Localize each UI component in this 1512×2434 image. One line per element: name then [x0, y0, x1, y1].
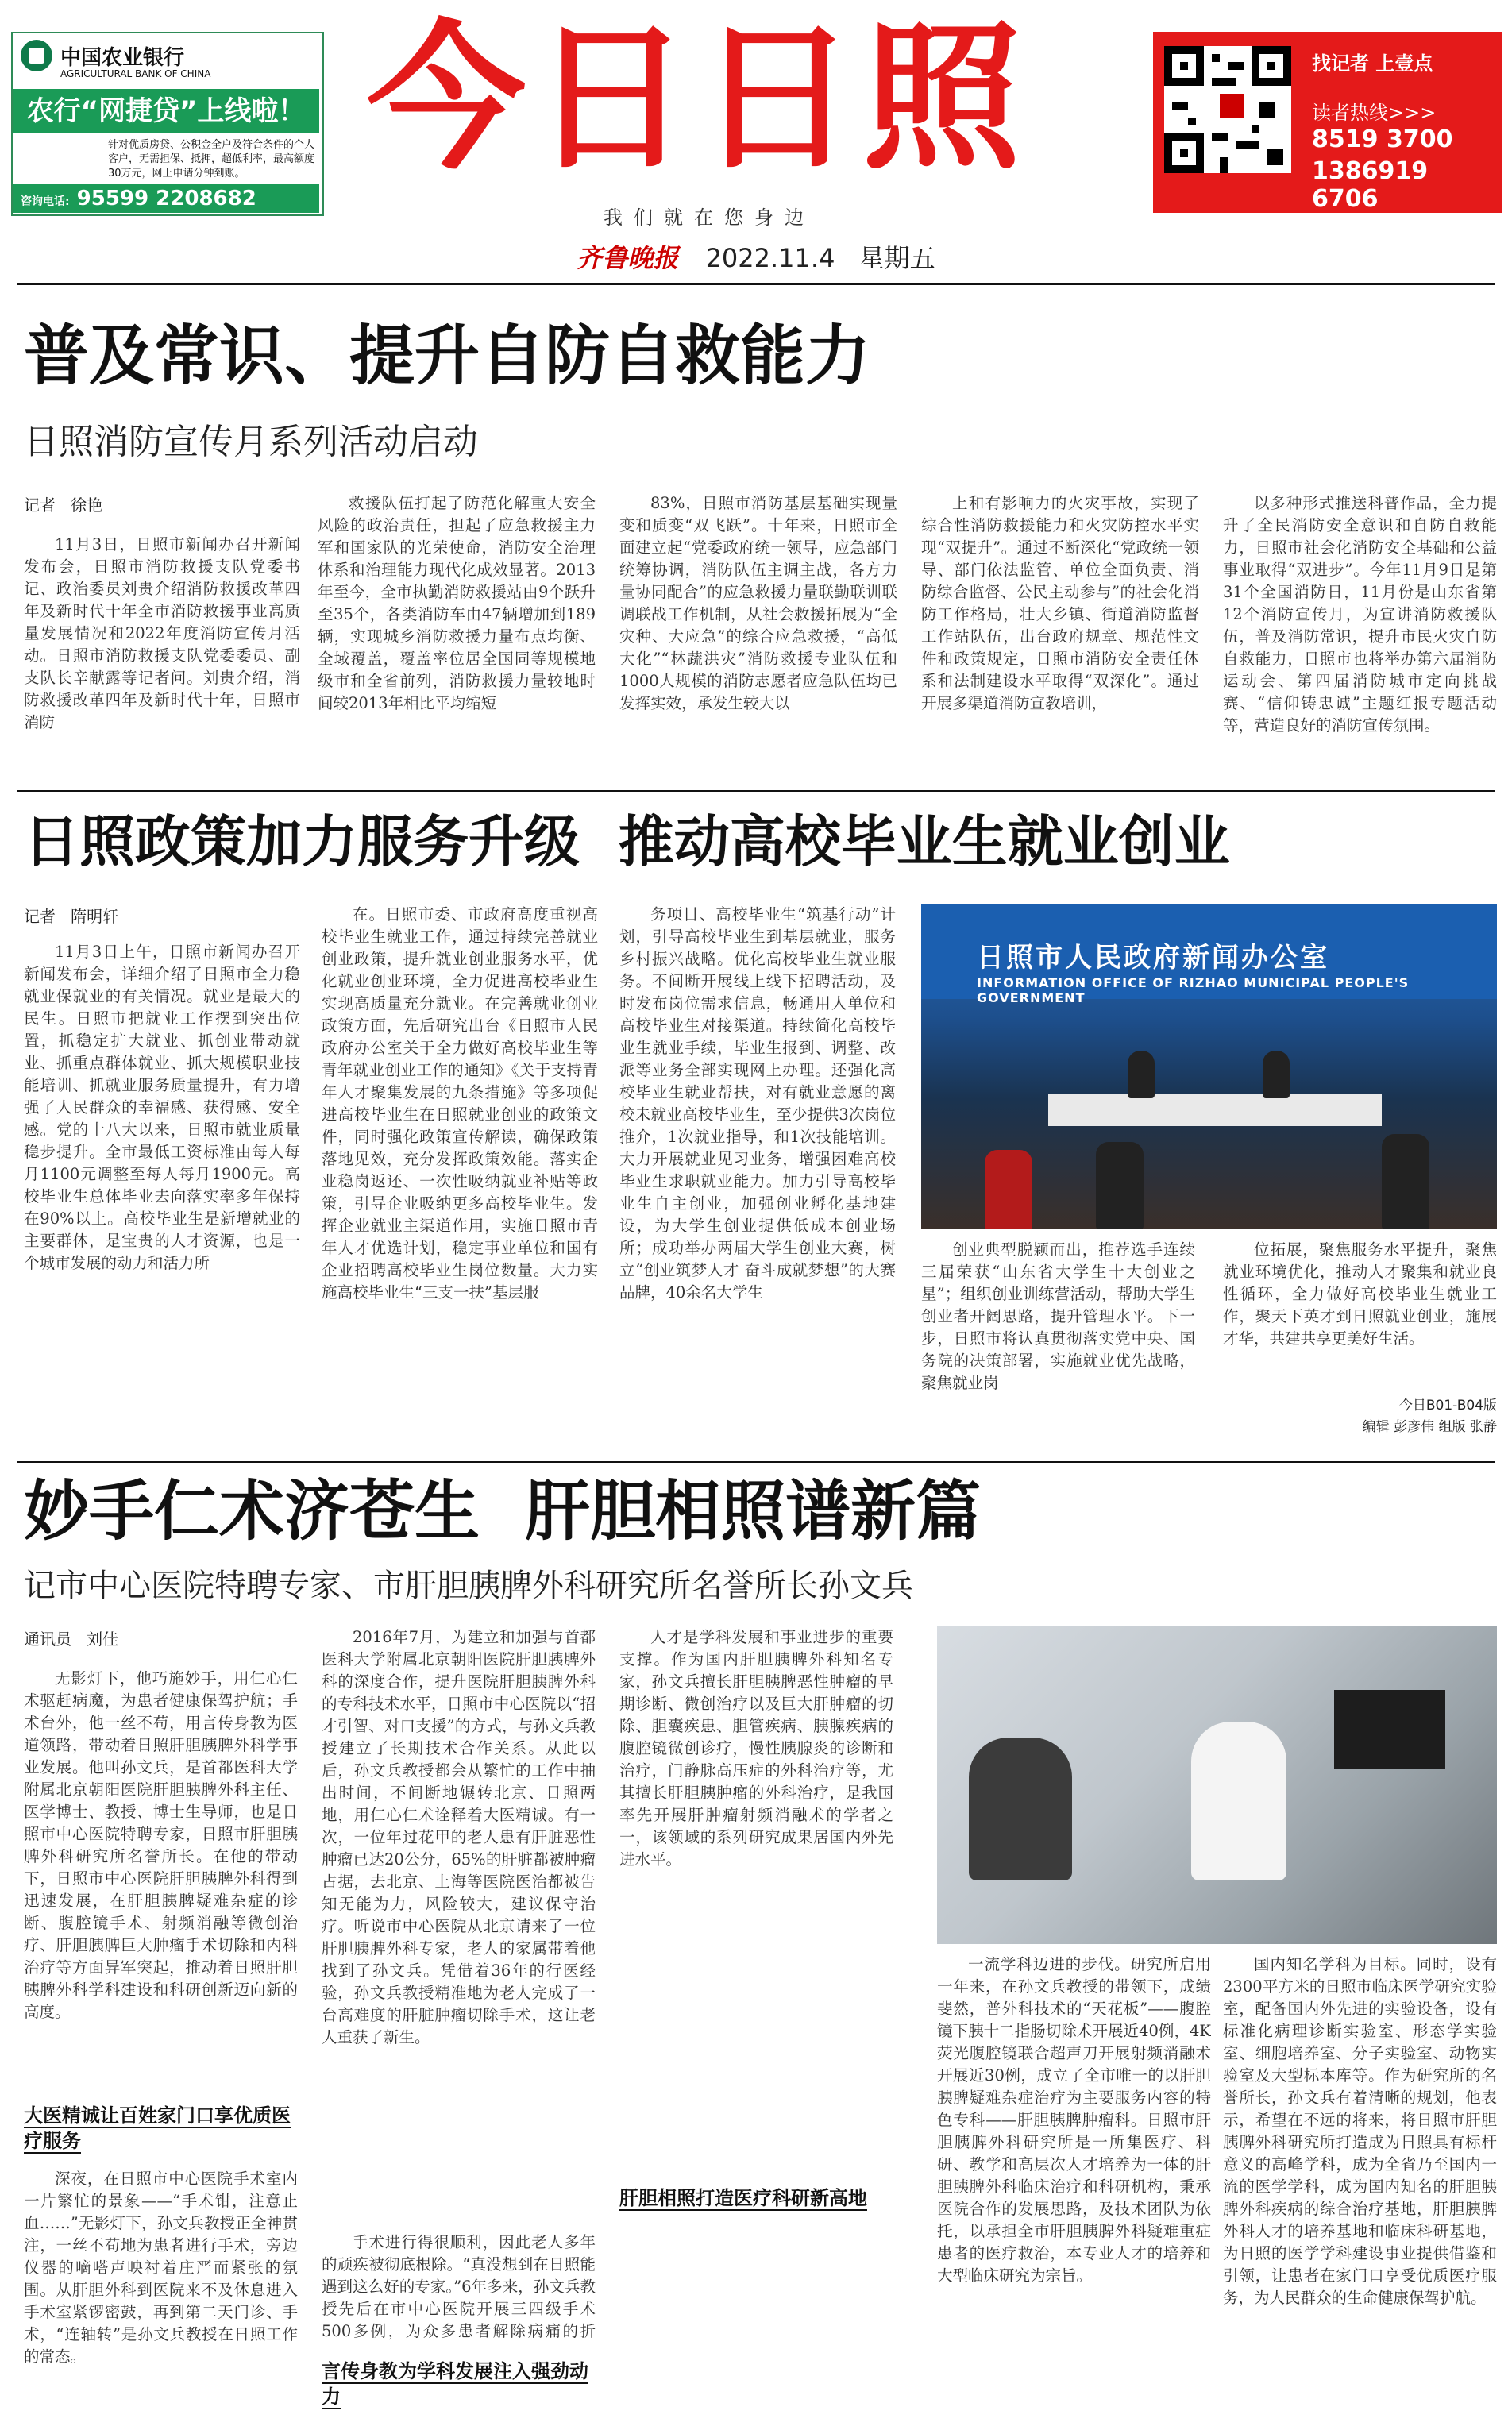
hotline-label: 读者热线>>> — [1312, 102, 1437, 124]
newspaper-title: 今日日照 — [367, 6, 1028, 191]
ad-details: 针对优质房贷、公积金全户及符合条件的个人客户，无需担保、抵押，超低利率，最高额度30万元，网上申请分钟到账。 — [108, 139, 315, 179]
ad-bank-name: 中国农业银行 — [60, 46, 185, 70]
ad-phone: 咨询电话: 95599 2208682 — [13, 184, 319, 213]
article2-headline: 日照政策加力服务升级 推动高校毕业生就业创业 — [24, 808, 1230, 874]
article1-subhead: 日照消防宣传月系列活动启动 — [24, 422, 478, 462]
photo-banner-cn: 日照市人民政府新闻办公室 — [977, 942, 1329, 974]
computer-monitor — [1334, 1690, 1445, 1769]
bank-advertisement — [11, 32, 324, 216]
section-head-1: 大医精诚让百姓家门口享优质医疗服务 — [24, 2104, 291, 2152]
article1-column-5: 以多种形式推送科普作品，全力提升了全民消防安全意识和自防自救能力，日照市社会化消防安全基础和公益事业取得“双进步”。今年11月9日是第31个全国消防日，11月份是山东省第12个消防宣传月，为宣讲消防救援队伍，普及消防常识，提升市民火灾自防自救能力，日照市也将举办第六届消防运动会、第四届消防城市定向挑战赛、“信仰铸忠诚”主题红报专题活动等，营造良好的消防宣传氛围。 — [1223, 494, 1497, 735]
section-head-2: 肝胆相照打造医疗科研新高地 — [619, 2187, 867, 2209]
doctor-consultation-photo — [937, 1626, 1497, 1944]
patient-figure — [969, 1738, 1072, 1880]
article3-column-3: 人才是学科发展和事业进步的重要支撑。作为国内肝胆胰脾外科知名专家，孙文兵擅长肝胆胰脾恶性肿瘤的早期诊断、微创治疗以及巨大肝肿瘤的切除、胆囊疾患、胆管疾病、胰腺疾病的腹腔镜微创诊疗，慢性胰腺炎的诊断和治疗，门静脉高压症的外科治疗等，尤其擅长肝胆胰肿瘤的外科治疗，是我国率先开展肝肿瘤射频消融术的学者之一，该领域的系列研究成果居国内外先进水平。 — [619, 1628, 893, 1869]
issue-date-line — [0, 238, 1512, 275]
speaker-figure-2 — [1263, 1051, 1290, 1098]
press-conference-photo — [921, 904, 1497, 1229]
article3-subhead: 记市中心医院特聘专家、市肝胆胰脾外科研究所名誉所长孙文兵 — [24, 1568, 913, 1604]
article1-byline: 记者 徐艳 — [24, 496, 103, 515]
doctor-figure — [1191, 1722, 1286, 1880]
article3-byline: 通讯员 刘佳 — [24, 1630, 119, 1649]
masthead-rule — [17, 283, 1495, 285]
issue-date: 2022.11.4 — [705, 243, 835, 273]
article1-column-4: 上和有影响力的火灾事故，实现了综合性消防救援能力和火灾防控水平实现“双提升”。通过不断深化“党政统一领导、部门依法监管、单位全面负责、消防综合监督、公民主动参与”的社会化消防工作格局，壮大乡镇、街道消防监督工作站队伍，出台政府规章、规范性文件和政策规定，日照市消防安全责任体系和法制建设水平取得“双深化”。通过开展多渠道消防宣教培训， — [921, 494, 1199, 712]
issue-weekday: 星期五 — [858, 243, 935, 273]
article2-column-5: 位拓展，聚焦服务水平提升，聚焦就业环境优化，推动人才聚集和就业良性循环，全力做好高校毕业生就业工作，聚天下英才到日照就业创业，施展才华，共建共享更美好生活。 — [1223, 1240, 1497, 1348]
audience-figure-3 — [1382, 1134, 1429, 1229]
hotline-phone-1: 8519 3700 — [1312, 125, 1453, 153]
section-head-3: 言传身教为学科发展注入强劲动力 — [322, 2360, 588, 2408]
ad-slogan: 农行“网捷贷”上线啦！ — [13, 89, 319, 133]
ad-bank-name-en: AGRICULTURAL BANK OF CHINA — [60, 68, 211, 79]
article1-column-3: 83%，日照市消防基层基础实现量变和质变“双飞跃”。十年来，日照市全面建立起“党委政府统一领导，应急部门统筹协调，消防队伍主调主战，各方力量协同配合”的应急救援力量联勤联训联调联战工作机制，从社会救援拓展为“全灾种、大应急”的综合应急救援，“高低大化”“林蔬洪灾”消防救援专业队伍和1000人规模的消防志愿者应急队伍均已发挥实效，承发生较大以 — [619, 494, 897, 712]
article1-rule — [17, 790, 1495, 792]
hotline-phone-2: 1386919 6706 — [1312, 157, 1429, 213]
qr-code-icon — [1164, 46, 1291, 173]
article1-column-1: 11月3日，日照市新闻办召开新闻发布会，日照市消防救援支队党委书记、政治委员刘贵介绍消防救援改革四年及新时代十年全市消防救援事业高质量发展情况和2022年度消防宣传月活动。日照市消防救援支队党委委员、副支队长辛献露等记者问。刘贵介绍，消防救援改革四年及新时代十年，日照市消防 — [24, 535, 300, 731]
article3-column-2b: 手术进行得很顺利，因此老人多年的顽疾被彻底根除。“真没想到在日照能遇到这么好的专家。”6年多来，孙文兵教授先后在市中心医院开展三四级手术500多例，为众多患者解除病痛的折 — [322, 2233, 596, 2340]
audience-figure-2 — [1096, 1142, 1144, 1229]
article2-column-1: 11月3日上午，日照市新闻办召开新闻发布会，详细介绍了日照市全力稳就业保就业的有关情况。就业是最大的民生。日照市把就业工作摆到突出位置，抓稳定扩大就业、抓创业带动就业、抓重点群体就业、抓大规模职业技能培训、抓就业服务质量提升，有力增强了人民群众的幸福感、获得感、安全感。党的十八大以来，日照市就业质量稳步提升。全市最低工资标准由每人每月1100元调整至每人每月1900元。高校毕业生总体毕业去向落实率多年保持在90%以上。高校毕业生是新增就业的主要群体，是宝贵的人才资源，也是一个城市发展的动力和活力所 — [24, 943, 300, 1272]
photo-banner — [921, 904, 1497, 1005]
find-reporter-text: 找记者 上壹点 — [1312, 52, 1433, 75]
reader-hotline-box — [1153, 32, 1502, 213]
article3-headline: 妙手仁术济苍生 肝胆相照谱新篇 — [24, 1473, 982, 1549]
article3-column-2: 2016年7月，为建立和加强与首都医科大学附属北京朝阳医院肝胆胰脾外科的深度合作，提升医院肝胆胰脾外科的专科技术水平，日照市中心医院以“招才引智、对口支援”的方式，与孙文兵教授建立了长期技术合作关系。从此以后，孙文兵教授都会从繁忙的工作中抽出时间，不间断地辗转北京、日照两地，用仁心仁术诠释着大医精诚。有一次，一位年过花甲的老人患有肝脏恶性肿瘤已达20公分，65%的肝脏都被肿瘤占据，去北京、上海等医院医治都被告知无能为力，风险较大，建议保守治疗。听说市中心医院从北京请来了一位肝胆胰脾外科专家，老人的家属带着他找到了孙文兵。凭借着36年的行医经验，孙文兵教授精准地为老人完成了一台高难度的肝脏肿瘤切除手术，这让老人重获了新生。 — [322, 1628, 596, 2046]
article2-column-4: 创业典型脱颖而出，推荐选手连续三届荣获“山东省大学生十大创业之星”；组织创业训练营活动，帮助大学生创业者开阔思路，提升管理水平。下一步，日照市将认真贯彻落实党中央、国务院的决策部署，实施就业优先战略，聚焦就业岗 — [921, 1240, 1195, 1392]
audience-figure-1 — [985, 1150, 1032, 1229]
article1-headline: 普及常识、提升自防自救能力 — [24, 318, 871, 394]
article3-column-1b: 深夜，在日照市中心医院手术室内一片繁忙的景象——“手术钳，注意止血……”无影灯下，孙文兵教授正全神贯注，一丝不苟地为患者进行手术，旁边仪器的嘀嗒声映衬着庄严而紧张的氛围。从肝胆外科到医院来不及休息进入手术室紧锣密鼓，再到第二天门诊、手术，“连轴转”是孙文兵教授在日照工作的常态。 — [24, 2170, 298, 2366]
bank-logo-icon — [21, 40, 52, 71]
edit-note-staff: 编辑 彭彦伟 组版 张静 — [1362, 1419, 1497, 1435]
conference-table — [1048, 1094, 1382, 1126]
photo-banner-en: INFORMATION OFFICE OF RIZHAO MUNICIPAL PEOPLE'S GOVERNMENT — [977, 975, 1410, 1005]
paper-name: 齐鲁晚报 — [577, 243, 679, 273]
article2-byline: 记者 隋明轩 — [24, 907, 119, 926]
tagline: 我们就在您身边 — [604, 206, 815, 229]
article1-column-2: 救援队伍打起了防范化解重大安全风险的政治责任，担起了应急救援主力军和国家队的光荣使命，消防安全治理体系和治理能力现代化成效显著。2013年至今，全市执勤消防救援站由9个跃升至35个，各类消防车由47辆增加到189辆，实现城乡消防救援力量布点均衡、全域覆盖，覆盖率位居全国同等规模地级市和全省前列，消防救援力量较地时间较2013年相比平均缩短 — [318, 494, 596, 712]
speaker-figure-1 — [1128, 1051, 1155, 1098]
article2-column-2: 在。日照市委、市政府高度重视高校毕业生就业工作，通过持续完善就业创业政策，提升就业创业服务水平，优化就业创业环境，全力促进高校毕业生实现高质量充分就业。在完善就业创业政策方面，先后研究出台《日照市人民政府办公室关于全力做好高校毕业生等青年就业创业工作的通知》《关于支持青年人才聚集发展的九条措施》等多项促进高校毕业生在日照就业创业的政策文件，同时强化政策宣传解读，确保政策落地见效，充分发挥政策效能。落实企业稳岗返还、一次性吸纳就业补贴等政策，引导企业吸纳更多高校毕业生。发挥企业就业主渠道作用，实施日照市青年人才优选计划，稳定事业单位和国有企业招聘高校毕业生岗位数量。大力实施高校毕业生“三支一扶”基层服 — [322, 905, 598, 1302]
article3-column-1: 无影灯下，他巧施妙手，用仁心仁术驱赶病魔，为患者健康保驾护航；手术台外，他一丝不苟，用言传身教为医道领路，带动着日照肝胆胰脾外科学事业发展。他叫孙文兵，是首都医科大学附属北京朝阳医院肝胆胰脾外科主任、医学博士、教授、博士生导师，也是日照市中心医院特聘专家，日照市肝胆胰脾外科研究所名誉所长。在他的带动下，日照市中心医院肝胆胰脾外科得到迅速发展，在肝胆胰脾疑难杂症的诊断、腹腔镜手术、射频消融等微创治疗、肝胆胰脾巨大肿瘤手术切除和内科治疗等方面异军突起，推动着日照肝胆胰脾外科学科建设和科研创新迈向新的高度。 — [24, 1669, 298, 2021]
article3-column-5: 国内知名学科为目标。同时，设有2300平方米的日照市临床医学研究实验室，配备国内外先进的实验设备，设有标准化病理诊断实验室、形态学实验室、细胞培养室、分子实验室、动物实验室及大型标本库等。作为研究所的名誉所长，孙文兵有着清晰的规划，他表示，希望在不远的将来，将日照市肝胆胰脾外科研究所打造成为日照具有标杆意义的高峰学科，成为全省乃至国内一流的医学学科，成为国内知名的肝胆胰脾外科疾病的综合治疗基地，肝胆胰脾外科人才的培养基地和临床科研基地，为日照的医学学科建设事业提供借鉴和引领，让患者在家门口享受优质医疗服务，为人民群众的生命健康保驾护航。 — [1223, 1955, 1497, 2307]
article3-column-4: 一流学科迈进的步伐。研究所启用一年来，在孙文兵教授的带领下，成绩斐然，普外科技术的“天花板”——腹腔镜下胰十二指肠切除术开展近40例，4K荧光腹腔镜联合超声刀开展射频消融术开展近30例，成立了全市唯一的以肝胆胰脾疑难杂症治疗为主要服务内容的特色专科——肝胆胰脾肿瘤科。日照市肝胆胰脾外科研究所是一所集医疗、科研、教学和高层次人才培养为一体的肝胆胰脾外科临床治疗和科研机构，秉承医院合作的发展思路，及技术团队为依托，以承担全市肝胆胰脾外科疑难重症患者的医疗救治，本专业人才的培养和大型临床研究为宗旨。 — [937, 1955, 1211, 2285]
article2-rule — [17, 1461, 1495, 1463]
article2-column-3: 务项目、高校毕业生“筑基行动”计划，引导高校毕业生到基层就业，服务乡村振兴战略。优化高校毕业生就业服务。不间断开展线上线下招聘活动，及时发布岗位需求信息，畅通用人单位和高校毕业生对接渠道。持续简化高校毕业生就业手续，毕业生报到、调整、改派等业务全部实现网上办理。还强化高校毕业生就业帮扶，对有就业意愿的离校未就业高校毕业生，至少提供3次岗位推介，1次就业指导，和1次技能培训。大力开展就业见习业务，增强困难高校毕业生求职就业能力。加力引导高校毕业生自主创业，加强创业孵化基地建设，为大学生创业提供低成本创业场所；成功举办两届大学生创业大赛，树立“创业筑梦人才 奋斗成就梦想”的大赛品牌，40余名大学生 — [619, 905, 896, 1302]
edit-note-pages: 今日B01-B04版 — [1398, 1398, 1497, 1414]
